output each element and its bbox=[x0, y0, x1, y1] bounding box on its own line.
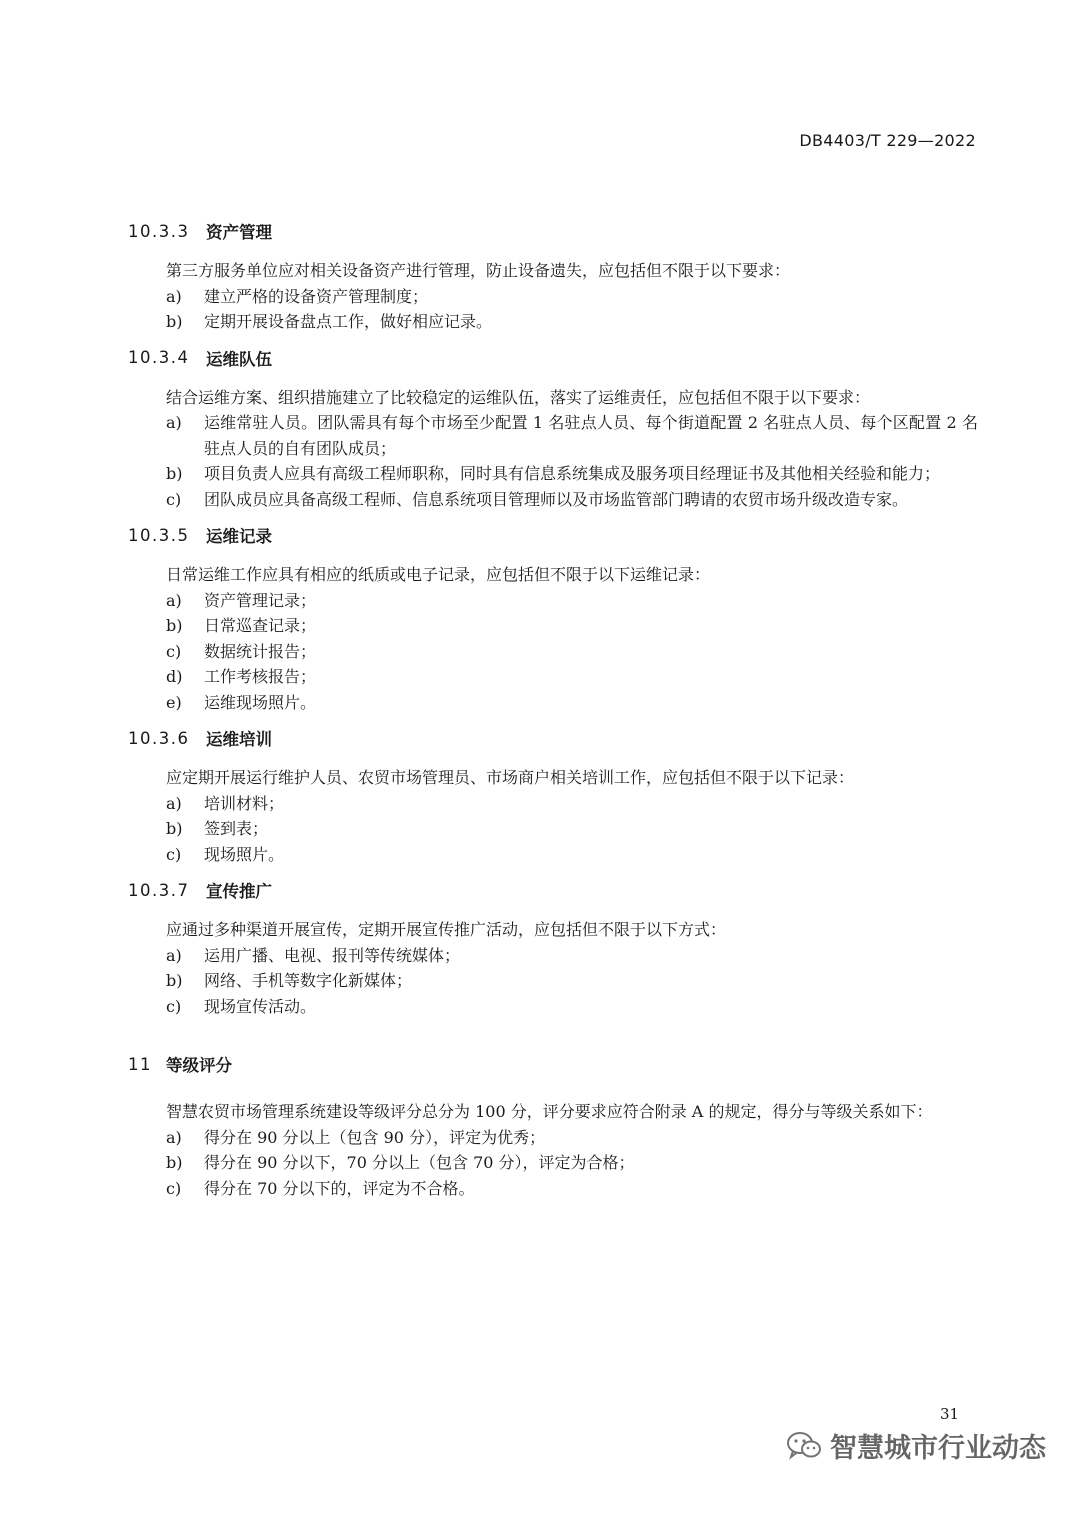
list-item bbox=[128, 639, 978, 665]
item-marker: a) bbox=[166, 1127, 182, 1147]
item-text: 网络、手机等数字化新媒体； bbox=[204, 971, 413, 990]
section-intro: 第三方服务单位应对相关设备资产进行管理，防止设备遗失，应包括但不限于以下要求： bbox=[166, 261, 791, 280]
list-item bbox=[128, 1125, 978, 1151]
list-item bbox=[128, 588, 978, 614]
item-text: 数据统计报告； bbox=[204, 641, 317, 661]
section-title: 运维队伍 bbox=[206, 349, 272, 369]
section-intro: 日常运维工作应具有相应的纸质或电子记录，应包括但不限于以下运维记录： bbox=[166, 565, 711, 584]
document-code: DB4403/T 229—2022 bbox=[799, 131, 976, 150]
item-text: 日常巡查记录； bbox=[204, 616, 317, 635]
section-title: 资产管理 bbox=[206, 223, 272, 242]
list-item bbox=[128, 690, 978, 716]
item-text: 签到表； bbox=[204, 819, 269, 838]
item-text: 得分在 90 分以上（包含 90 分），评定为优秀； bbox=[204, 1127, 546, 1147]
item-text: 工作考核报告； bbox=[204, 667, 317, 686]
item-marker: a) bbox=[166, 286, 182, 306]
item-text: 定期开展设备盘点工作，做好相应记录。 bbox=[204, 312, 493, 331]
list-item bbox=[128, 816, 978, 842]
page-number: 31 bbox=[940, 1405, 960, 1423]
item-marker: c) bbox=[166, 844, 182, 864]
chapter-title: 等级评分 bbox=[166, 1056, 232, 1075]
item-marker: c) bbox=[166, 641, 182, 661]
item-list bbox=[128, 1125, 978, 1202]
list-item bbox=[128, 968, 978, 994]
section-heading bbox=[128, 522, 978, 548]
section-number: 10.3.7 bbox=[128, 880, 190, 900]
item-text: 得分在 90 分以下，70 分以上（包含 70 分），评定为合格； bbox=[204, 1153, 635, 1172]
list-item bbox=[128, 791, 978, 817]
item-marker: b) bbox=[166, 312, 183, 331]
chapter-heading bbox=[128, 1051, 978, 1077]
list-item bbox=[128, 1176, 978, 1202]
section-number: 10.3.6 bbox=[128, 728, 190, 748]
item-marker: e) bbox=[166, 692, 182, 712]
list-item bbox=[128, 410, 978, 461]
item-text: 运用广播、电视、报刊等传统媒体； bbox=[204, 945, 461, 965]
item-text: 得分在 70 分以下的，评定为不合格。 bbox=[204, 1178, 475, 1198]
item-text: 培训材料； bbox=[204, 793, 285, 813]
list-item bbox=[128, 284, 978, 310]
list-item bbox=[128, 994, 978, 1020]
list-item bbox=[128, 613, 978, 639]
section-heading bbox=[128, 725, 978, 751]
chapter-intro: 智慧农贸市场管理系统建设等级评分总分为 100 分，评分要求应符合附录 A 的规定，得分与等级关系如下： bbox=[166, 1102, 933, 1121]
item-text: 建立严格的设备资产管理制度； bbox=[204, 286, 429, 306]
section-intro: 结合运维方案、组织措施建立了比较稳定的运维队伍，落实了运维责任，应包括但不限于以下要求： bbox=[166, 387, 871, 407]
item-list bbox=[128, 943, 978, 1020]
item-marker: d) bbox=[166, 667, 183, 686]
list-item bbox=[128, 1150, 978, 1176]
list-item bbox=[128, 309, 978, 335]
item-marker: c) bbox=[166, 996, 182, 1016]
item-marker: a) bbox=[166, 590, 182, 610]
section-title: 宣传推广 bbox=[206, 882, 272, 901]
section-intro: 应通过多种渠道开展宣传，定期开展宣传推广活动，应包括但不限于以下方式： bbox=[166, 920, 727, 939]
list-item bbox=[128, 461, 978, 487]
item-marker: b) bbox=[166, 819, 183, 838]
item-marker: b) bbox=[166, 464, 183, 483]
item-marker: a) bbox=[166, 413, 182, 432]
item-list bbox=[128, 588, 978, 716]
item-text: 项目负责人应具有高级工程师职称，同时具有信息系统集成及服务项目经理证书及其他相关经验和能力； bbox=[204, 464, 941, 483]
list-item bbox=[128, 943, 978, 969]
item-text: 现场照片。 bbox=[204, 844, 285, 864]
item-text: 运维现场照片。 bbox=[204, 692, 317, 712]
item-text: 资产管理记录； bbox=[204, 590, 317, 610]
item-text: 运维常驻人员。团队需具有每个市场至少配置 1 名驻点人员、每个街道配置 2 名驻点人员、每个区配置 2 名驻点人员的自有团队成员； bbox=[204, 413, 978, 458]
section-number: 10.3.3 bbox=[128, 221, 190, 241]
section-title: 运维培训 bbox=[206, 730, 272, 749]
item-marker: a) bbox=[166, 793, 182, 813]
item-text: 现场宣传活动。 bbox=[204, 996, 317, 1016]
section-number: 10.3.4 bbox=[128, 348, 190, 367]
chapter-number: 11 bbox=[128, 1054, 152, 1074]
page-content bbox=[128, 218, 978, 1211]
watermark bbox=[786, 1426, 1046, 1465]
item-text: 团队成员应具备高级工程师、信息系统项目管理师以及市场监管部门聘请的农贸市场升级改造专家。 bbox=[204, 489, 909, 509]
item-list bbox=[128, 284, 978, 335]
section-intro: 应定期开展运行维护人员、农贸市场管理员、市场商户相关培训工作，应包括但不限于以下记录： bbox=[166, 768, 855, 787]
item-marker: c) bbox=[166, 489, 182, 509]
item-marker: b) bbox=[166, 1153, 183, 1172]
list-item bbox=[128, 487, 978, 513]
section-number: 10.3.5 bbox=[128, 525, 190, 545]
wechat-icon bbox=[786, 1430, 822, 1462]
section-heading bbox=[128, 345, 978, 371]
section-heading bbox=[128, 877, 978, 903]
item-list bbox=[128, 791, 978, 868]
item-list bbox=[128, 410, 978, 512]
item-marker: a) bbox=[166, 945, 182, 965]
item-marker: c) bbox=[166, 1178, 182, 1198]
watermark-text: 智慧城市行业动态 bbox=[830, 1433, 1046, 1464]
section-title: 运维记录 bbox=[206, 527, 272, 546]
section-heading bbox=[128, 218, 978, 244]
list-item bbox=[128, 664, 978, 690]
list-item bbox=[128, 842, 978, 868]
item-marker: b) bbox=[166, 616, 183, 635]
item-marker: b) bbox=[166, 971, 183, 990]
